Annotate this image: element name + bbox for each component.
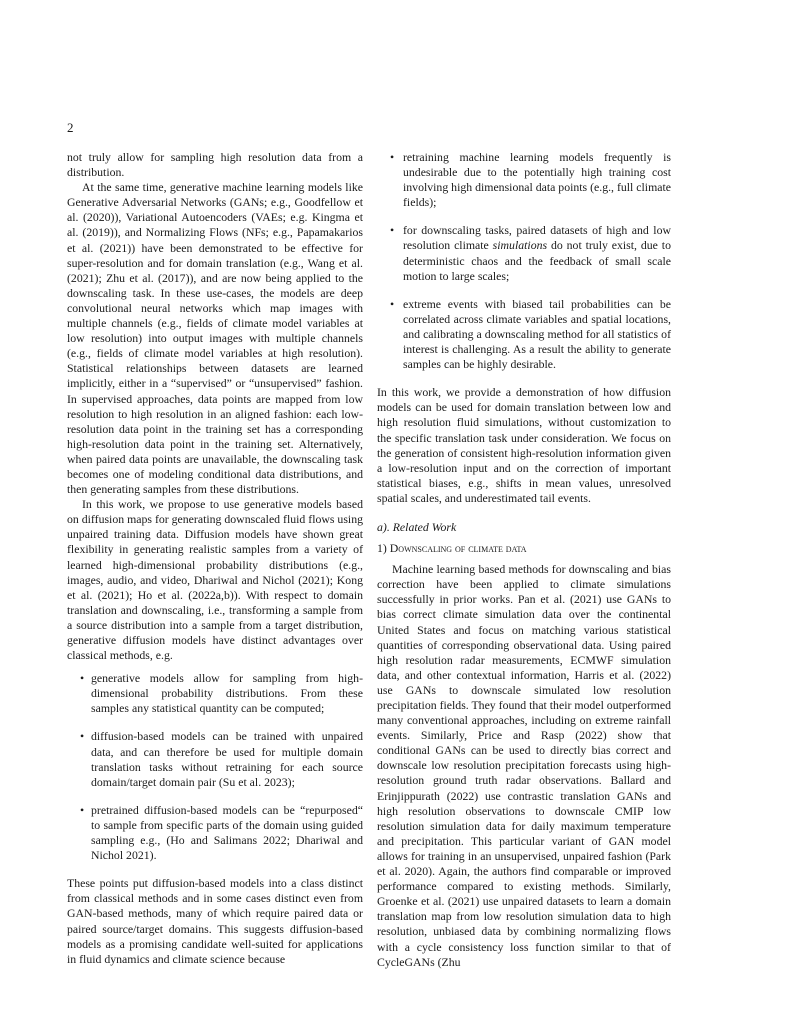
list-item (377, 150, 671, 210)
list-item-text: retraining machine learning models frequently is undesirable due to the potentially high training cost involving high dimensional data points (e.g., full climate fields); (403, 150, 672, 210)
paragraph-demonstration: In this work, we provide a demonstration of how diffusion models can be used for domain translation between low and high resolution fluid simulations, without customization to the specific translation task under consideration. We focus on the generation of consistent high-resolution information given a low-resolution input and on the correction of important statistical biases, e.g., shifts in mean values, unresolved spatial scales, and underestimated tail events. (377, 385, 671, 505)
list-item (67, 729, 363, 789)
paragraph-this-work-propose: In this work, we propose to use generative models based on diffusion maps for generating downscaled fluid flows using unpaired training data. Diffusion models have shown great flexibility in generating realistic samples from a variety of learned high-dimensional probability distributions (e.g., images, audio, and video, Dhariwal and Nichol (2021); Kong et al. (2021); Ho et al. (2022a,b)). With respect to domain translation and downscaling, i.e., transforming a sample from a source distribution into a sample from a target distribution, generative diffusion models have distinct advantages over classical methods, e.g. (67, 497, 363, 663)
reasons-list (377, 150, 671, 372)
list-item (67, 671, 363, 716)
subsubsection-heading (377, 541, 671, 556)
list-item (377, 297, 671, 372)
bullet-icon: • (390, 150, 395, 164)
subsection-heading: a). Related Work (377, 519, 457, 534)
list-item-text: generative models allow for sampling from high-dimensional probability distributions. From these samples any statistical quantity can be computed; (91, 671, 363, 716)
bullet-icon: • (390, 223, 395, 238)
bullet-icon: • (390, 296, 395, 311)
right-column (377, 150, 671, 970)
advantages-list (67, 671, 363, 863)
subsubsection-title: Downscaling of climate data (389, 541, 527, 556)
bullet-icon: • (80, 671, 85, 686)
bullet-icon: • (80, 729, 85, 744)
list-item-text: for downscaling tasks, paired datasets of high and low resolution climate (403, 223, 671, 253)
list-item-text: extreme events with biased tail probabilities can be correlated across climate variables and spatial locations, and calibrating a downscaling method for all statistics of interest is challenging. As a result the ability to generate samples can be highly desirable. (403, 296, 671, 372)
list-item-text: pretrained diffusion-based models can be “repurposed“ to sample from specific parts of the domain using guided sampling e.g., (Ho and Salimans 2022; Dhariwal and Nichol 2021). (91, 802, 363, 863)
paragraph-generative-models: At the same time, generative machine learning models like Generative Adversarial Networks (GANs; e.g., Goodfellow et al. (2020)), Variational Autoencoders (VAEs; e.g. Kingma et al. (2019)), and Normalizing Flows (NFs; e.g., Papamakarios et al. (2021)) have been demonstrated to be effective for super-resolution and for domain translation (e.g., Wang et al. (2021); Zhu et al. (2017)), and are now being applied to the downscaling task. In these use-cases, the models are deep convolutional neural networks which map images with multiple channels (e.g., fields of climate model variables at low resolution) into output images with multiple channels (e.g., fields of climate model variables at high resolution). Statistical relationships between datasets are learned implicitly, either in a “supervised” or “unsupervised” fashion. In supervised approaches, data points are mapped from low resolution to high resolution in an aligned fashion: each low-resolution data point in the training set has a corresponding high-resolution data point in the training set. Alternatively, when paired data points are unavailable, the downscaling task becomes one of modeling conditional data distributions, and then generating samples from these distributions. (67, 180, 363, 497)
paragraph-these-points: These points put diffusion-based models into a class distinct from classical methods and in some cases distinct even from GAN-based methods, many of which require paired data or paired source/target domains. This suggests diffusion-based models as a promising candidate well-suited for applications in fluid dynamics and climate science because (67, 876, 363, 966)
list-item-text: do not truly exist, due to deterministic chaos and the feedback of small scale motion to large scales; (403, 238, 671, 283)
paragraph-related-work: Machine learning based methods for downscaling and bias correction have been applied to climate simulations successfully in prior works. Pan et al. (2021) use GANs to bias correct climate simulation data over the continental United States and focus on matching various statistical quantities of corresponding observational data. Using paired high resolution radar measurements, ECMWF simulation data, and other contextual information, Harris et al. (2022) use GANs to downscale simulated low resolution precipitation fields. They found that their model outperformed many conventional approaches, including on extreme rainfall events. Similarly, Price and Rasp (2022) show that conditional GANs can be used to directly bias correct and downscale low resolution precipitation forecasts using high-resolution ground truth radar observations. Ballard and Erinjippurath (2022) use contrastic translation GANs and high resolution observations to downscale CMIP low resolution simulation data for daily maximum temperature and precipitation. This particular variant of GAN model allows for training in an unsupervised, unpaired fashion (Park et al. 2020). Again, the authors find comparable or improved performance compared to existing methods. Similarly, Groenke et al. (2021) use unpaired datasets to learn a domain translation map from low resolution simulation data to high resolution, unbiased data by combining normalizing flows with a cycle consistency loss function similar to that of CycleGANs (Zhu (377, 562, 671, 969)
emphasis-simulations: simulations (492, 238, 548, 253)
left-column (67, 150, 363, 967)
page-number: 2 (67, 120, 74, 135)
list-item (67, 803, 363, 863)
paragraph-continuation: not truly allow for sampling high resolution data from a distribution. (67, 150, 363, 180)
bullet-icon: • (80, 802, 85, 817)
list-item (377, 223, 671, 283)
subsubsection-number: 1) (377, 541, 387, 556)
list-item-text: diffusion-based models can be trained with unpaired data, and can therefore be used for multiple domain translation tasks without retraining for each source domain/target domain pair (Su et al. 2023); (91, 729, 363, 789)
